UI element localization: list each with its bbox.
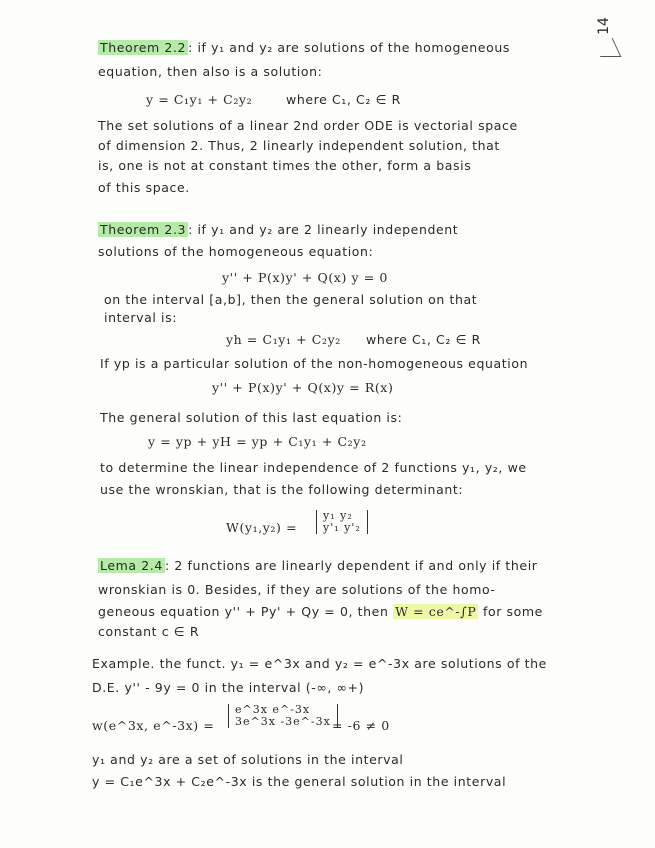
wronskian-determinant [316, 510, 368, 534]
example-wronskian-row-1: e^3x e^-3x [235, 703, 311, 716]
lema-2-4-line4: constant c ∈ R [98, 624, 200, 639]
example-line4: y = C₁e^3x + C₂e^-3x is the general solution in the interval [92, 774, 507, 789]
wronskian-row-1: y₁ y₂ [323, 509, 353, 522]
theorem-2-3-para-line3: to determine the linear independence of 2 functions y₁, y₂, we [100, 460, 527, 475]
lema-2-4-line3-start: geneous equation y'' + Py' + Qy = 0, then [98, 604, 389, 619]
theorem-2-3-label: Theorem 2.3 [100, 222, 187, 237]
example-line3: y₁ and y₂ are a set of solutions in the interval [92, 752, 404, 767]
example-line2: D.E. y'' - 9y = 0 in the interval (-∞, ∞+) [92, 680, 365, 695]
page-number: 14 [596, 17, 613, 35]
example-line1: Example. the funct. y₁ = e^3x and y₂ = e^-3x are solutions of the [92, 656, 547, 671]
corner-fold-mark [592, 38, 622, 57]
wronskian-row-2: y'₁ y'₂ [323, 521, 361, 534]
example-wronskian-row-2: 3e^3x -3e^-3x [235, 715, 331, 728]
theorem-2-2-line2: equation, then also is a solution: [98, 64, 323, 79]
example-wronskian-determinant [228, 704, 338, 728]
lema-2-4-line3-end: for some [482, 604, 543, 619]
theorem-2-3-line3: on the interval [a,b], then the general solution on that [104, 292, 478, 307]
theorem-2-2-para-line2: of dimension 2. Thus, 2 linearly independent solution, that [98, 138, 500, 153]
lema-2-4-line2: wronskian is 0. Besides, if they are solutions of the homo- [98, 582, 496, 597]
theorem-2-3-line4: interval is: [104, 310, 178, 325]
theorem-2-3-para-line1: If yp is a particular solution of the non-homogeneous equation [100, 356, 529, 371]
example-wronskian-lhs: w(e^3x, e^-3x) = [92, 718, 215, 733]
theorem-2-3-equation: y'' + P(x)y' + Q(x) y = 0 [222, 270, 388, 285]
lema-2-4-line3 [98, 604, 543, 620]
theorem-2-3-general-solution: y = yp + yH = yp + C₁y₁ + C₂y₂ [148, 434, 367, 449]
lema-2-4-line1: : 2 functions are linearly dependent if and only if their [164, 558, 538, 573]
example-wronskian-result: = -6 ≠ 0 [332, 718, 390, 733]
theorem-2-2-line1: : if y₁ and y₂ are solutions of the homogeneous [188, 40, 510, 55]
theorem-2-2-para-line3: is, one is not at constant times the other, form a basis [98, 158, 472, 173]
lema-2-4-heading [98, 558, 538, 574]
theorem-2-2-para-line1: The set solutions of a linear 2nd order ODE is vectorial space [98, 118, 518, 133]
theorem-2-3-yh-where: where C₁, C₂ ∈ R [366, 332, 481, 347]
theorem-2-3-para-line2: The general solution of this last equation is: [100, 410, 403, 425]
theorem-2-2-formula: y = C₁y₁ + C₂y₂ [146, 92, 253, 107]
theorem-2-3-line2: solutions of the homogeneous equation: [98, 244, 374, 259]
theorem-2-3-nonhomogeneous-equation: y'' + P(x)y' + Q(x)y = R(x) [212, 380, 394, 395]
theorem-2-3-heading [98, 222, 458, 238]
theorem-2-3-yh: yh = C₁y₁ + C₂y₂ [226, 332, 341, 347]
theorem-2-3-para-line4: use the wronskian, that is the following determinant: [100, 482, 464, 497]
theorem-2-2-para-line4: of this space. [98, 180, 190, 195]
theorem-2-3-line1: : if y₁ and y₂ are 2 linearly independent [188, 222, 459, 237]
lema-2-4-label: Lema 2.4 [100, 558, 163, 573]
theorem-2-2-heading [98, 40, 510, 56]
theorem-2-2-label: Theorem 2.2 [100, 40, 187, 55]
wronskian-lhs: W(y₁,y₂) = [226, 520, 298, 535]
lema-2-4-wronskian-formula: W = ce^-∫P [395, 604, 477, 619]
theorem-2-2-formula-where: where C₁, C₂ ∈ R [286, 92, 401, 107]
